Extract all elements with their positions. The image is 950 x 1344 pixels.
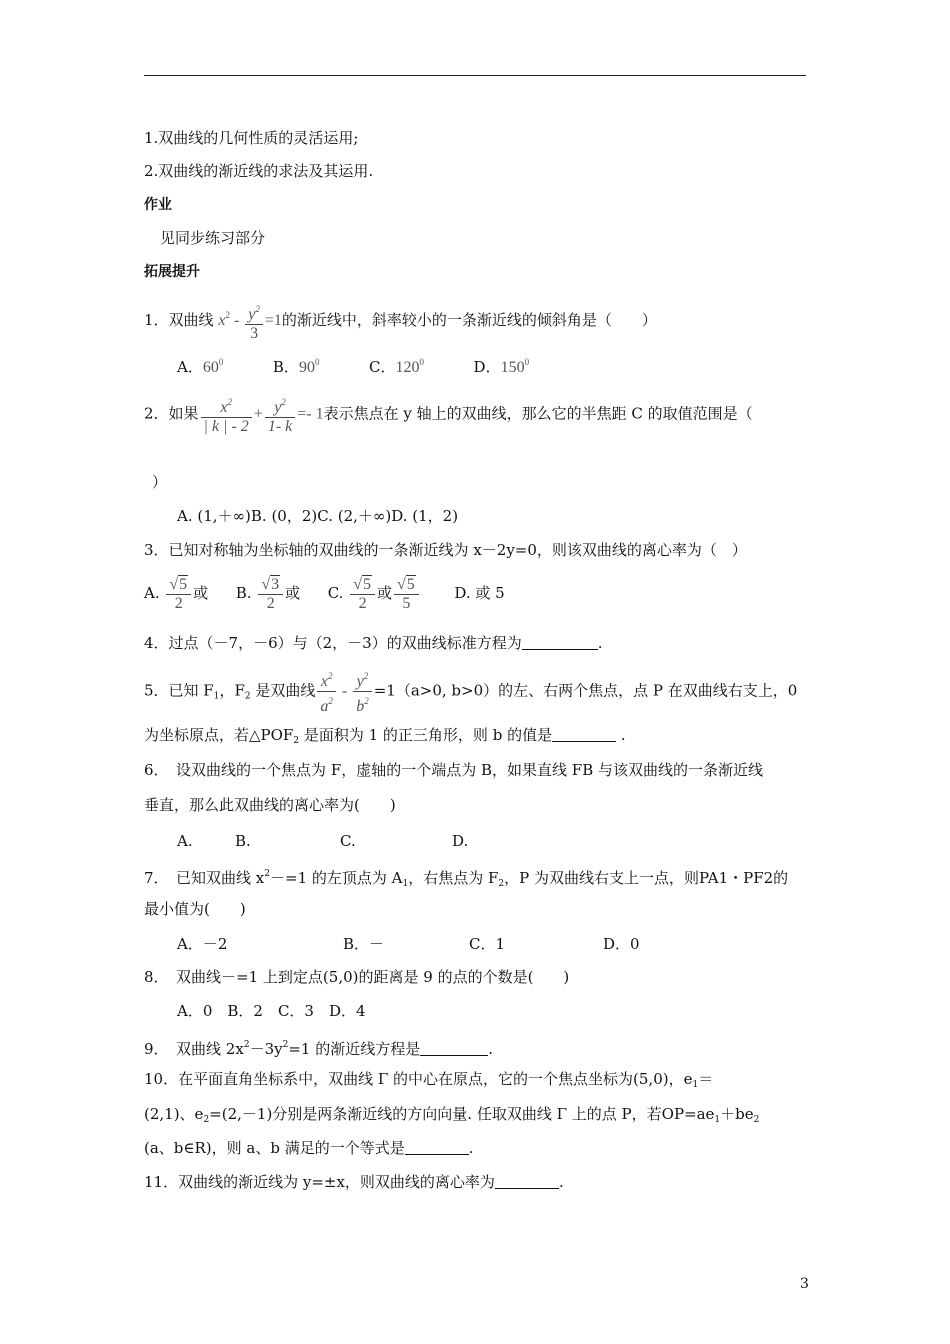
summary-item-2: 2.双曲线的渐近线的求法及其运用.	[144, 162, 374, 180]
q3-a-or: 或	[193, 584, 209, 602]
q3-c1-den: 2	[358, 594, 367, 612]
q2-fraction-2	[265, 393, 295, 436]
q5-line2-sub: 2	[293, 736, 300, 746]
q5-end: .	[616, 726, 626, 744]
q1-option-a-sup: 0	[218, 357, 224, 367]
q2-rhs: =- 1	[297, 405, 324, 423]
q2-f2-num: y	[274, 399, 282, 416]
q9-sup-1: 2	[243, 1040, 250, 1050]
q5-minus: -	[337, 682, 352, 700]
q5-sub2: 2	[244, 691, 251, 702]
q3-b-den: 2	[266, 594, 275, 612]
q1-text: 的渐近线中，斜率较小的一条渐近线的倾斜角是（ ）	[281, 311, 657, 329]
q7-options	[177, 934, 640, 954]
q3-option-c-label: C.	[327, 584, 344, 602]
question-5	[144, 667, 797, 717]
question-3: 3．已知对称轴为坐标轴的双曲线的一条渐近线为 x－2y=0，则该双曲线的离心率为（ ）	[144, 541, 747, 559]
q10-line2-c: ＋be	[720, 1105, 754, 1123]
q7-line1d: ，P 为双曲线右支上一点，则PA1・PF2的	[504, 869, 789, 887]
q7-option-d: D．0	[603, 935, 640, 953]
q2-close: ）	[152, 473, 168, 491]
q1-x-sup: 2	[225, 310, 230, 320]
q5-part3: 是双曲线	[250, 681, 316, 700]
q1-label: 1．双曲线	[144, 311, 214, 329]
q2-f1-sup: 2	[227, 397, 232, 407]
q5-part1: 5．已知 F	[144, 681, 214, 700]
q10-line2: (2,1)、e	[144, 1105, 204, 1123]
q2-f1-den: | k | - 2	[203, 418, 249, 435]
q4-end: .	[597, 634, 603, 652]
q3-a-den: 2	[174, 594, 183, 612]
question-10-line2	[144, 1104, 759, 1130]
q1-option-a-label: A．	[177, 358, 203, 376]
q3-options	[144, 572, 505, 614]
q3-c-or: 或	[376, 584, 392, 602]
q5-part2: ，F	[219, 681, 245, 700]
q5-fb-den-sup: 2	[364, 696, 369, 706]
page-number: 3	[800, 1276, 809, 1292]
question-5-line2	[144, 725, 626, 751]
q9-sup-2: 2	[282, 1040, 289, 1050]
q9-text-c: =1 的渐近线方程是	[288, 1040, 421, 1058]
question-2	[144, 393, 753, 436]
q10-answer-blank[interactable]	[405, 1140, 469, 1155]
q3-option-c-fraction-2: $\frac{√5}{5}$	[394, 576, 419, 613]
summary-item-1: 1.双曲线的几何性质的灵活运用;	[144, 129, 359, 147]
q1-x: x	[218, 312, 226, 329]
q5-fb-den: b	[356, 698, 365, 715]
q2-option-a: A. (1,＋∞)	[177, 507, 251, 525]
q3-option-b-label: B.	[235, 584, 252, 602]
q9-answer-blank[interactable]	[420, 1041, 488, 1056]
q11-answer-blank[interactable]	[495, 1174, 559, 1189]
question-6-line2: 垂直，那么此双曲线的离心率为( )	[144, 796, 396, 814]
question-8: 8． 双曲线－=1 上到定点(5,0)的距离是 9 的点的个数是( )	[144, 968, 570, 986]
question-7-line2: 最小值为( )	[144, 900, 246, 918]
q10-line1: 10．在平面直角坐标系中，双曲线 Γ 的中心在原点，它的一个焦点坐标为(5,0)，e	[144, 1070, 693, 1088]
q10-sub2: 2	[203, 1115, 210, 1125]
extension-heading: 拓展提升	[144, 264, 200, 280]
q9-text-b: －3y	[249, 1040, 283, 1058]
q5-fb-num-sup: 2	[363, 671, 369, 681]
q3-b-root: 3	[271, 575, 280, 593]
q5-fb-num: y	[356, 673, 364, 690]
q1-option-b-sup: 0	[314, 357, 320, 367]
question-10-line3	[144, 1138, 474, 1158]
q10-line2-b: =(2,－1)分别是两条渐近线的方向向量. 任取双曲线 Γ 上的点 P，若OP=ae	[209, 1105, 715, 1123]
q5-fa-den-sup: 2	[328, 696, 333, 706]
q5-fa-num: x	[320, 673, 328, 690]
question-6: 6． 设双曲线的一个焦点为 F，虚轴的一个端点为 B，如果直线 FB 与该双曲线的一条渐近线	[144, 761, 763, 779]
q7-line1a: 7． 已知双曲线 x	[144, 869, 265, 887]
q3-b-or: 或	[285, 584, 301, 602]
q2-option-b: B. (0，2)	[250, 507, 318, 525]
q3-option-a-fraction: $\frac{√5}{2}$	[166, 576, 191, 613]
q6-option-a: A.	[177, 832, 193, 850]
q5-answer-blank[interactable]	[552, 727, 616, 742]
q5-part4: =1（a>0, b>0）的左、右两个焦点，点 P 在双曲线右支上，0	[373, 681, 798, 700]
q1-option-d-sup: 0	[524, 357, 530, 367]
question-4	[144, 633, 603, 653]
q7-line1b: －=1 的左顶点为 A	[270, 869, 403, 887]
homework-text: 见同步练习部分	[160, 229, 266, 247]
q4-text: 4．过点（－7，－6）与（2，－3）的双曲线标准方程为	[144, 634, 522, 652]
q1-frac-sup: 2	[255, 303, 260, 314]
q3-c2-root: 5	[406, 575, 415, 593]
q7-sub1: 1	[402, 879, 409, 889]
q10-line3: (a、b∈R)，则 a、b 满足的一个等式是	[144, 1139, 405, 1157]
q7-sub2: 2	[498, 879, 505, 889]
q5-fraction-b	[353, 667, 372, 716]
q1-options	[177, 352, 529, 378]
q7-option-c: C．1	[469, 935, 506, 953]
q10-sub1: 1	[692, 1080, 699, 1090]
q2-option-c: C. (2,＋∞)	[317, 507, 392, 525]
q7-option-a: A．－2	[177, 935, 228, 953]
q8-options: A．0 B．2 C．3 D．4	[177, 1002, 366, 1020]
header-rule	[144, 75, 806, 76]
q11-text: 11．双曲线的渐近线为 y=±x，则双曲线的离心率为	[144, 1173, 495, 1191]
q1-option-b-value: 90	[298, 359, 315, 376]
q1-minus: -	[229, 312, 244, 329]
q2-plus: +	[253, 405, 263, 423]
q1-frac-num: y	[248, 305, 256, 323]
q11-end: .	[558, 1173, 564, 1191]
q7-option-b: B．－	[343, 935, 385, 953]
question-10	[144, 1069, 713, 1095]
q2-options	[177, 506, 458, 526]
q1-frac-den: 3	[250, 324, 259, 342]
q5-sub1: 1	[213, 691, 220, 702]
q1-option-c-label: C．	[369, 358, 396, 376]
q2-fraction-1	[201, 393, 252, 436]
q7-line1c: ，右焦点为 F	[408, 869, 499, 887]
q3-a-root: 5	[179, 575, 188, 593]
q1-option-a-value: 60	[202, 359, 219, 376]
q2-f2-sup: 2	[281, 397, 286, 407]
question-11	[144, 1172, 564, 1192]
question-9	[144, 1035, 493, 1059]
q9-end: .	[488, 1040, 493, 1058]
q1-fraction	[245, 300, 263, 343]
q4-answer-blank[interactable]	[522, 635, 598, 650]
q1-eq: =1	[264, 312, 282, 329]
q6-option-b: B.	[235, 832, 251, 850]
q1-option-c-sup: 0	[419, 357, 424, 367]
q3-c2-den: 5	[402, 594, 411, 612]
q5-line2b: 是面积为 1 的正三角形，则 b 的值是	[299, 726, 553, 744]
q5-fraction-a	[317, 667, 336, 716]
q9-text-a: 9． 双曲线 2x	[144, 1040, 244, 1058]
q3-option-b-fraction: $\frac{√3}{2}$	[258, 576, 283, 613]
homework-heading: 作业	[144, 197, 172, 213]
q10-line1-end: ＝	[698, 1070, 714, 1088]
q1-option-d-value: 150	[500, 359, 525, 376]
q1-option-c-value: 120	[395, 359, 420, 376]
q6-options	[177, 831, 468, 851]
question-7	[144, 864, 788, 894]
q5-line2a: 为坐标原点，若△POF	[144, 726, 294, 744]
q3-c1-root: 5	[362, 575, 371, 593]
q2-text: 表示焦点在 y 轴上的双曲线，那么它的半焦距 C 的取值范围是（	[323, 404, 753, 423]
q2-label: 2．如果	[144, 404, 199, 423]
q10-sub3: 1	[714, 1115, 721, 1125]
q6-option-d: D.	[452, 832, 469, 850]
q2-f1-num: x	[220, 399, 228, 416]
q3-option-a-label: A.	[144, 584, 160, 602]
q1-option-b-label: B．	[272, 358, 299, 376]
q6-option-c: C.	[340, 832, 356, 850]
q1-option-d-label: D．	[473, 358, 501, 376]
q10-sub4: 2	[753, 1115, 760, 1125]
q3-option-c-fraction-1: $\frac{√5}{2}$	[350, 576, 375, 613]
question-1	[144, 295, 657, 343]
q2-f2-den: 1- k	[267, 418, 293, 435]
q10-end: .	[468, 1139, 474, 1157]
q7-sup: 2	[264, 869, 271, 879]
q3-option-d: D. 或 5	[454, 584, 505, 602]
q5-fa-num-sup: 2	[327, 671, 333, 681]
q2-option-d: D. (1，2)	[391, 507, 459, 525]
q5-fa-den: a	[320, 698, 329, 715]
